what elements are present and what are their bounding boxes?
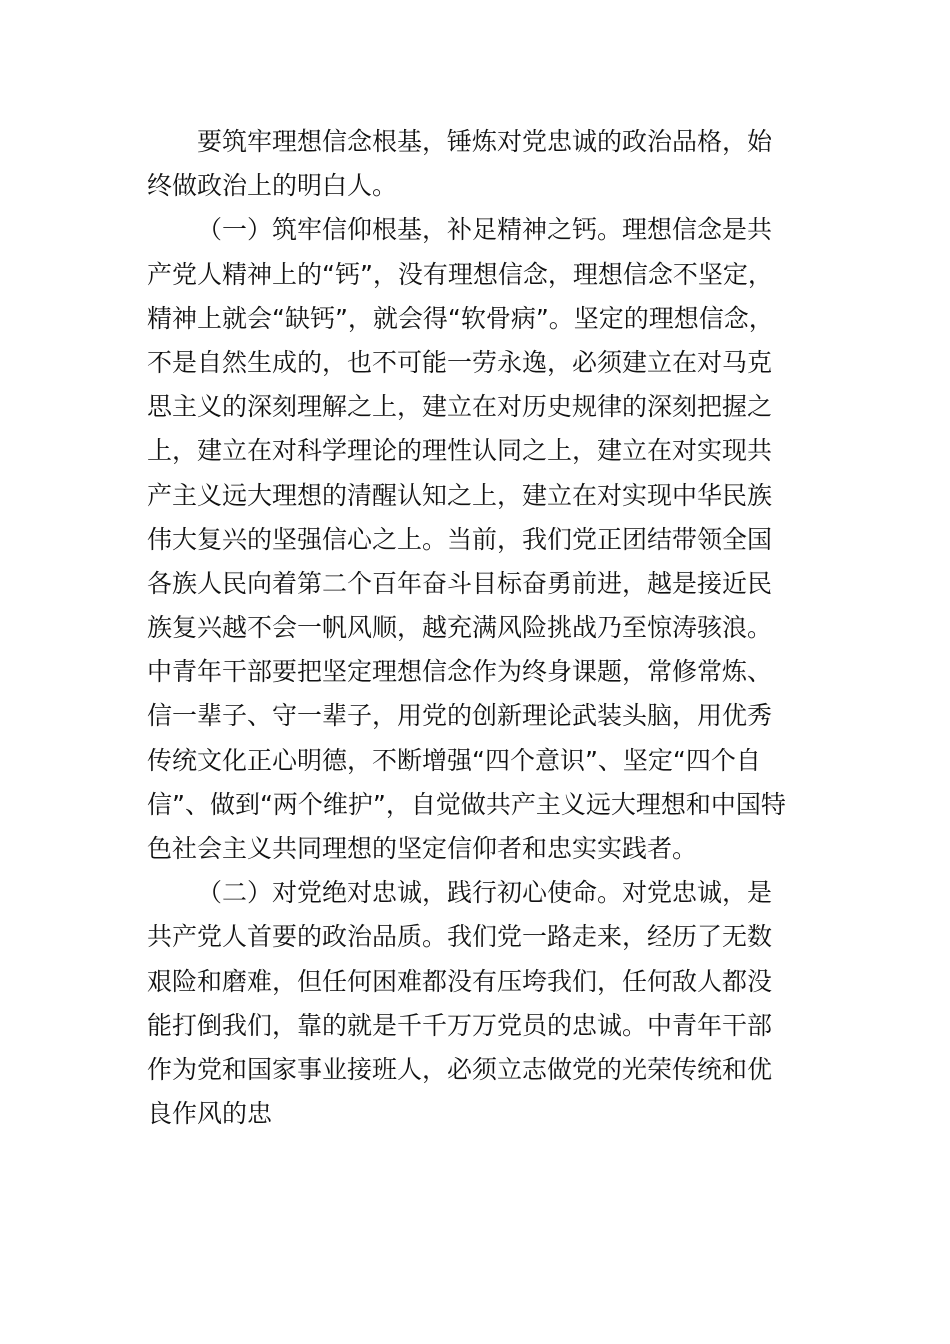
text-line: 艰险和磨难，但任何困难都没有压垮我们，任何敌人都没 [147, 966, 773, 996]
text-line: （一）筑牢信仰根基，补足精神之钙。理想信念是共 [197, 215, 773, 245]
text-line: 传统文化正心明德，不断增强“四个意识”、坚定“四个自 [147, 745, 761, 775]
text-line: 共产党人首要的政治品质。我们党一路走来，经历了无数 [147, 922, 773, 952]
text-line: 终做政治上的明白人。 [147, 171, 398, 201]
text-line: 精神上就会“缺钙”，就会得“软骨病”。坚定的理想信念， [147, 303, 774, 333]
text-line: （二）对党绝对忠诚，践行初心使命。对党忠诚，是 [197, 878, 773, 908]
text-line: 不是自然生成的，也不可能一劳永逸，必须建立在对马克 [147, 347, 773, 377]
text-line: 产党人精神上的“钙”，没有理想信念，理想信念不坚定， [147, 259, 773, 289]
paragraph-section-2 [147, 871, 812, 1136]
text-line: 各族人民向着第二个百年奋斗目标奋勇前进，越是接近民 [147, 568, 773, 598]
text-line: 伟大复兴的坚强信心之上。当前，我们党正团结带领全国 [147, 524, 773, 554]
text-line: 思主义的深刻理解之上，建立在对历史规律的深刻把握之 [147, 392, 773, 422]
text-line: 中青年干部要把坚定理想信念作为终身课题，常修常炼、 [147, 657, 773, 687]
text-line: 族复兴越不会一帆风顺，越充满风险挑战乃至惊涛骇浪。 [147, 613, 773, 643]
paragraph-section-1 [147, 208, 812, 871]
text-line: 要筑牢理想信念根基，锤炼对党忠诚的政治品格，始 [197, 127, 773, 156]
text-line: 信”、做到“两个维护”，自觉做共产主义远大理想和中国特 [147, 789, 786, 819]
text-line: 作为党和国家事业接班人，必须立志做党的光荣传统和优 [147, 1054, 773, 1084]
text-line: 色社会主义共同理想的坚定信仰者和忠实实践者。 [147, 834, 698, 863]
text-line: 上，建立在对科学理论的理性认同之上，建立在对实现共 [147, 436, 773, 466]
text-line: 信一辈子、守一辈子，用党的创新理论武装头脑，用优秀 [147, 701, 773, 731]
document-body [147, 120, 812, 1136]
text-line: 能打倒我们，靠的就是千千万万党员的忠诚。中青年干部 [147, 1010, 773, 1040]
paragraph-intro [147, 120, 812, 208]
text-line: 产主义远大理想的清醒认知之上，建立在对实现中华民族 [147, 480, 773, 510]
text-line: 良作风的忠 [147, 1099, 273, 1129]
